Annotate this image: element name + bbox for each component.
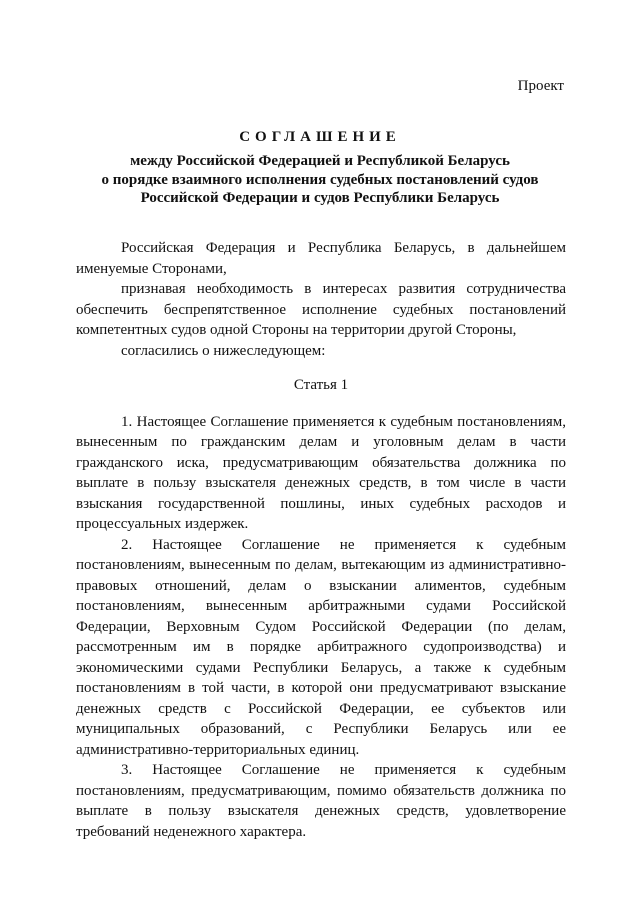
document-subtitle: [80, 152, 560, 208]
preamble-paragraph: Российская Федерация и Республика Беларусь, в дальнейшем именуемые Сторонами,: [76, 240, 566, 277]
subtitle-line: между Российской Федерацией и Республикой Беларусь: [130, 153, 510, 169]
article-paragraph: 2. Настоящее Соглашение не применяется к судебным постановлениям, вынесенным по делам, вытекающим из административно-правовых отношений, делам о взыскании алиментов, судебным постановлениям, вынесенным арбитражными судами Российской Федерации, Верховным Судом Российской Федерации (по делам, рассмотренным им в порядке арбитражного судопроизводства) и экономическими судами Республики Беларусь, а также к судебным постановлениям в той части, в которой они предусматривают взыскание денежных средств с Российской Федерации, ее субъектов или муниципальных образований, с Республики Беларусь или ее административно-территориальных единиц.: [76, 536, 566, 758]
subtitle-line: о порядке взаимного исполнения судебных постановлений судов: [101, 171, 539, 188]
subtitle-line: Российской Федерации и судов Республики Беларусь: [140, 190, 500, 206]
preamble-paragraph: согласились о нижеследующем:: [121, 342, 326, 359]
project-label: Проект: [517, 78, 564, 94]
article-paragraph: 1. Настоящее Соглашение применяется к судебным постановлениям, вынесенным по гражданским делам и уголовным делам в части гражданского иска, предусматривающим обязательства должника по выплате в пользу взыскателя денежных средств, в том числе в части взыскания государственной пошлины, иных судебных расходов и процессуальных издержек.: [76, 413, 566, 532]
document-title: СОГЛАШЕНИЕ: [239, 129, 401, 145]
document-body: [76, 238, 566, 842]
article-paragraph: 3. Настоящее Соглашение не применяется к судебным постановлениям, предусматривающим, помимо обязательств должника по выплате в пользу взыскателя денежных средств, удовлетворение требований неденежного характера.: [76, 762, 566, 840]
preamble-paragraph: признавая необходимость в интересах развития сотрудничества обеспечить беспрепятственное исполнение судебных постановлений компетентных судов одной Стороны на территории другой Стороны,: [76, 281, 566, 338]
article-heading: Статья 1: [293, 377, 349, 393]
